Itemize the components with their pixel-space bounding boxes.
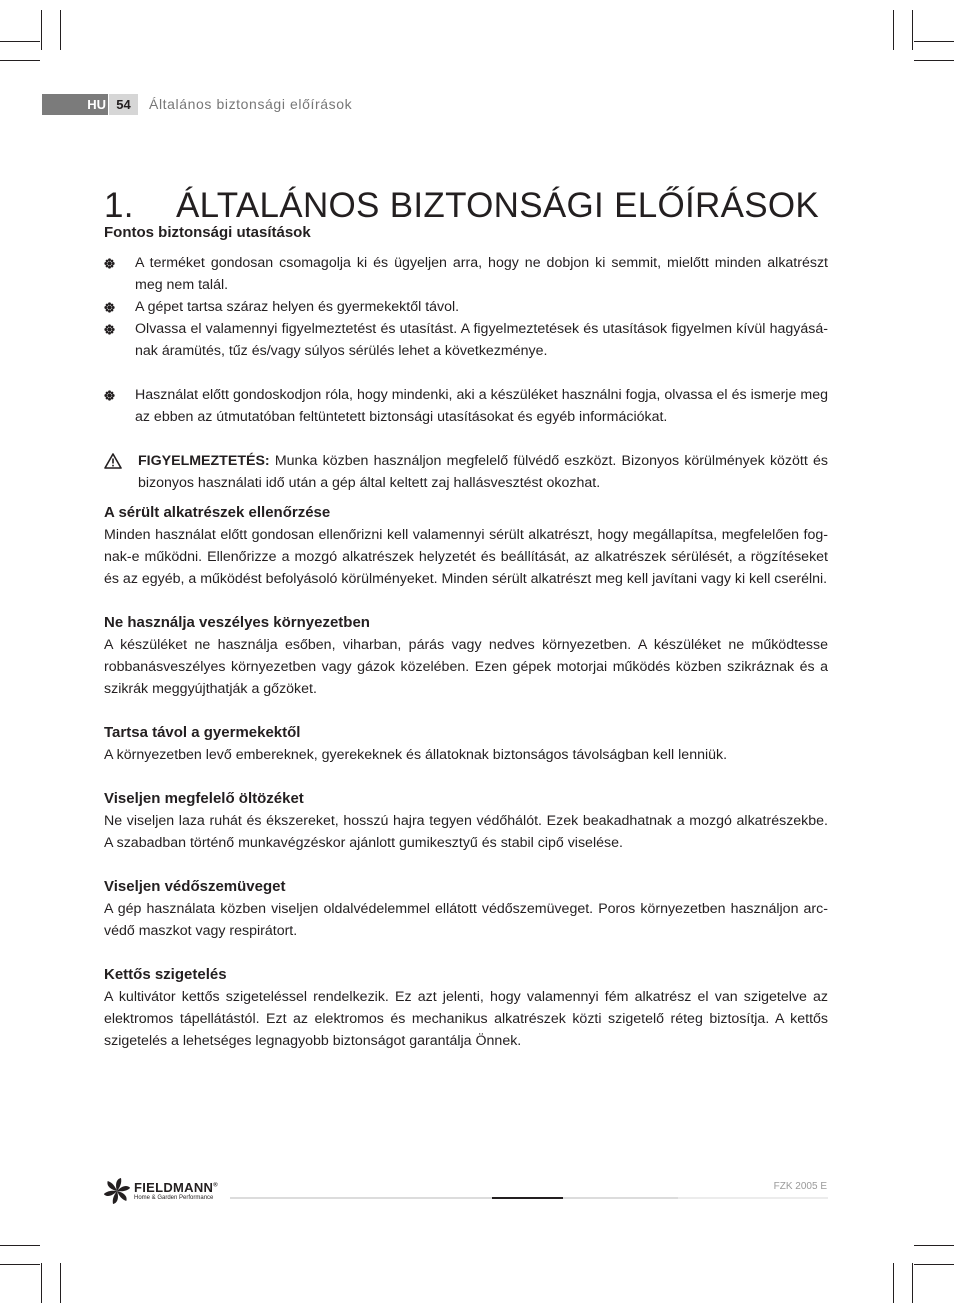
bullet-text: Használat előtt gondoskodjon róla, hogy mindenki, aki a készüléket használni fogja, olvassa el és ismerje meg az ebben az útmutatóban feltüntetett biztonsági utasításokat és egyéb információkat. [135,387,828,425]
crop-mark [60,10,61,50]
section-text: A környezetben levő embereknek, gyerekeknek és állatoknak biztonságos távolságban kell lenniük. [104,747,728,763]
chapter-title: ÁLTALÁNOS BIZTONSÁGI ELŐÍRÁSOK [176,186,820,226]
section-clothing [104,788,828,854]
header-title: Általános biztonsági előírások [149,96,353,112]
warning-triangle-icon [104,453,122,469]
section-goggles [104,876,828,942]
warning-label: FIGYELMEZTETÉS: [138,453,270,469]
list-item [104,296,828,318]
section-title: Tartsa távol a gyermekektől [104,724,301,741]
header-page-number: 54 [109,94,138,115]
model-number: FZK 2005 E [773,1181,827,1192]
content [104,222,828,1052]
crop-mark [0,1245,40,1246]
section-title: Viseljen védőszemüveget [104,878,286,895]
section-children [104,722,828,766]
section-double-insulation [104,964,828,1052]
crop-mark [0,60,40,61]
crop-mark [41,1263,42,1303]
footer-rule [563,1197,678,1199]
crop-mark [893,10,894,50]
flower-bullet-icon [104,324,115,335]
section-text: Ne viseljen laza ruhát és ékszereket, hosszú hajra tegyen védőhálót. Ezek beakadhatnak a mozgó alkatrészekbe. A szabadban történő munkavégzéskor ajánlott gumikesztyű és stabil cipő viselése. [104,813,828,851]
section-title: A sérült alkatrészek ellenőrzése [104,504,331,521]
section-dangerous-environment [104,612,828,700]
crop-mark [60,1263,61,1303]
crop-mark [0,1264,40,1265]
crop-mark [914,41,954,42]
header-lang: HU [87,97,106,112]
list-item [104,318,828,362]
list-item [104,384,828,428]
crop-mark [914,60,954,61]
section-text: A kultivátor kettős szigeteléssel rendelkezik. Ez azt jelenti, hogy valamennyi fém alkatrész el van szigetelve az elektromos tápellátástól. Ezt az elektromos és mechanikus alkatrészek közti szigetelő réteg biztosítja. A kettős szigetelés a lehetséges legnagyobb biztonságot garantálja Önnek. [104,989,828,1049]
bullet-text: Olvassa el valamennyi figyelmeztetést és utasítást. A figyelmeztetések és utasítások figyelmen kívül hagyásának áramütés, tűz és/vagy súlyos sérülés lehet a következménye. [135,321,828,359]
section-title: Kettős szigetelés [104,966,227,983]
brand-tagline: Home & Garden Performance [134,1195,214,1201]
bullet-text: A gépet tartsa száraz helyen és gyermekektől távol. [135,299,460,315]
section-title: Ne használja veszélyes környezetben [104,614,370,631]
section-text: A készüléket ne használja esőben, viharban, párás vagy nedves környezetben. A készüléket ne működtesse robbanásveszélyes környezetben vagy gázok közelében. Ezen gépek motorjai működés közben szikráznak és a szikrák meggyújthatják a gőzöket. [104,637,828,697]
crop-mark [914,1245,954,1246]
crop-mark [893,1263,894,1303]
footer-rule [678,1197,828,1199]
crop-mark [41,10,42,50]
section-text: A gép használata közben viseljen oldalvédelemmel ellátott védőszemüveget. Poros környezetben használjon arcvédő maszkot vagy respirátort. [104,901,828,939]
warning-text: Munka közben használjon megfelelő fülvédő eszközt. Bizonyos körülmények között és bizonyos használati idő után a gép által keltett zaj hallásvesztést okozhat. [138,453,828,491]
bullet-text: A terméket gondosan csomagolja ki és ügyeljen arra, hogy ne dobjon ki semmit, mielőtt minden alkatrészt meg nem talál. [135,255,828,293]
section-text: Minden használat előtt gondosan ellenőrizni kell valamennyi sérült alkatrészt, hogy megállapítsa, megfelelően fognak-e működni. Ellenőrizze a mozgó alkatrészek helyzetét és beállítását, az alkatrészek sérülését, a rögzítéseket és az egyéb, a működést befolyásoló körülményeket. Minden sérült alkatrészt meg kell javítani vagy ki kell cserélni. [104,527,828,587]
pinwheel-logo-icon [104,1176,130,1206]
list-item [104,252,828,296]
crop-mark [912,1263,913,1303]
flower-bullet-icon [104,258,115,269]
footer-rule [230,1197,492,1199]
footer-rule-accent [492,1197,563,1199]
section-title: Viseljen megfelelő öltözéket [104,790,304,807]
crop-mark [914,1264,954,1265]
brand-name: FIELDMANN® [134,1180,218,1195]
crop-mark [0,41,40,42]
warning-note [104,450,828,494]
section-damaged-parts [104,502,828,590]
crop-mark [912,10,913,50]
flower-bullet-icon [104,390,115,401]
flower-bullet-icon [104,302,115,313]
section-title-important: Fontos biztonsági utasítások [104,224,311,241]
safety-bullet-list [104,252,828,428]
chapter-number: 1. [104,186,134,226]
